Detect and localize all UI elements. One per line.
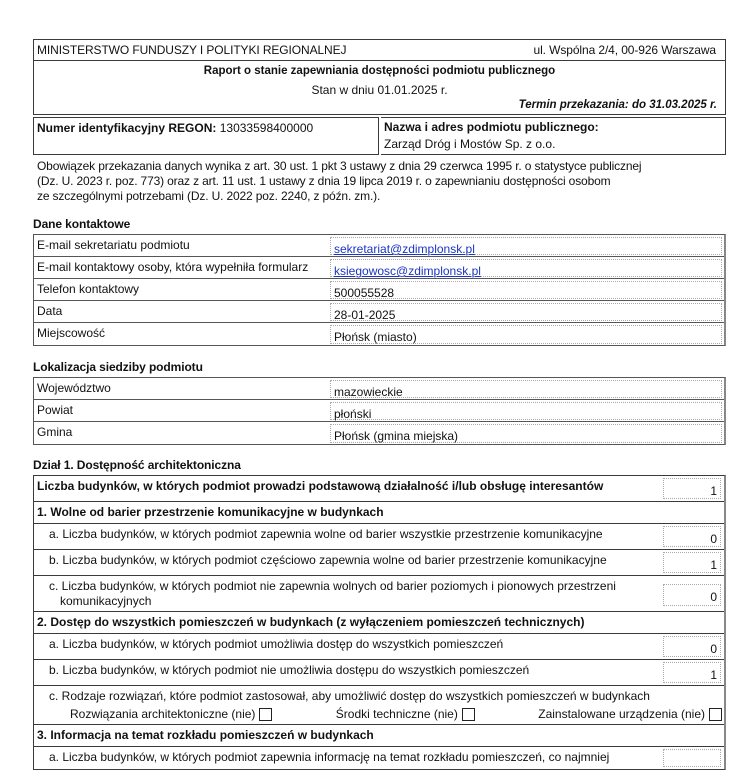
q3a-row [34,747,724,769]
county-field[interactable]: płoński [330,402,722,420]
contact-label: Data [37,304,63,318]
option-architectural[interactable] [70,707,272,721]
option-devices[interactable] [538,707,722,721]
deadline: Termin przekazania: do 31.03.2025 r. [518,99,717,111]
q3a-label: a. Liczba budynków, w których podmiot zapewnia informację na temat rozkładu pomieszczeń, co najmniej [49,750,610,764]
q2b-row [34,660,724,686]
contact-row [34,301,724,323]
location-label: Województwo [37,381,111,395]
contact-label: E-mail sekretariatu podmiotu [37,238,190,252]
report-title: Raport o stanie zapewniania dostępności podmiotu publicznego [203,65,556,77]
q2b-field[interactable]: 1 [663,662,721,683]
checkbox-devices[interactable] [709,708,722,721]
buildings-row [34,476,724,502]
legal-line: ze szczególnymi potrzebami (Dz. U. 2022 poz. 2240, z późn. zm.). [37,189,381,203]
option-devices-label: Zainstalowane urządzenia (nie) [538,707,705,721]
q3a-field[interactable] [663,749,721,767]
q1b-label: b. Liczba budynków, w których podmiot częściowo zapewnia wolne od barier przestrzenie komunikacyjne [49,553,607,567]
contact-label: E-mail kontaktowy osoby, która wypełniła formularz [37,260,309,274]
q2c-label: c. Rodzaje rozwiązań, które podmiot zastosował, aby umożliwić dostęp do wszystkich pomieszczeń w budynkach [49,689,650,703]
contact-row [34,257,724,279]
section1-table [33,475,726,770]
city-field[interactable]: Płońsk (miasto) [330,325,722,344]
q3-title: 3. Informacja na temat rozkładu pomieszczeń w budynkach [37,728,374,742]
contact-email-field[interactable] [330,259,722,277]
checkbox-technical[interactable] [462,708,475,721]
contact-email-link[interactable]: ksiegowosc@zdimplonsk.pl [334,264,481,278]
contact-label: Telefon kontaktowy [37,282,140,296]
location-row [34,400,724,422]
q1b-field[interactable]: 1 [663,552,721,573]
q2-title-row [34,612,724,634]
phone-field[interactable]: 500055528 [330,281,722,299]
q1a-field[interactable]: 0 [663,526,721,547]
location-row [34,378,724,400]
legal-line: (Dz. U. 2023 r. poz. 773) oraz z art. 11 ust. 1 ustawy z dnia 19 lipca 2019 r. o zapewnianiu dostępności osobom [37,174,611,188]
contact-row [34,279,724,301]
ministry-address: ul. Wspólna 2/4, 00-926 Warszawa [533,43,716,57]
option-technical[interactable] [336,707,475,721]
q1c-field[interactable]: 0 [663,584,721,606]
q2c-options [34,706,724,724]
contact-table [33,234,726,346]
voivodeship-field[interactable]: mazowieckie [330,380,722,398]
q2b-label: b. Liczba budynków, w których podmiot nie umożliwia dostępu do wszystkich pomieszczeń [49,663,530,677]
buildings-count-field[interactable]: 1 [663,478,721,499]
contact-row [34,323,724,345]
location-table [33,377,726,445]
option-architectural-label: Rozwiązania architektoniczne (nie) [70,707,256,721]
location-section [33,360,726,445]
contact-label: Miejscowość [37,326,106,340]
contact-section [33,217,726,346]
location-row [34,422,724,444]
entity-cell [381,117,726,155]
state-date: Stan w dniu 01.01.2025 r. [311,83,448,97]
q2c-row [34,686,724,725]
entity-value: Zarząd Dróg i Mostów Sp. z o.o. [384,137,556,151]
q1a-row [34,524,724,550]
contact-row [34,235,724,257]
q2a-row [34,634,724,660]
secretariat-email-link[interactable]: sekretariat@zdimplonsk.pl [334,242,475,256]
location-title: Lokalizacja siedziby podmiotu [33,360,203,374]
q1c-label-line2: komunikacyjnych [60,594,152,608]
q1-title-row [34,502,724,524]
entity-label: Nazwa i adres podmiotu publicznego: [384,120,599,134]
report-page [33,39,726,770]
option-technical-label: Środki techniczne (nie) [335,707,458,721]
regon-cell [33,117,379,155]
location-label: Gmina [37,425,73,439]
legal-notice [33,159,726,204]
header-entity-row [33,117,726,155]
location-label: Powiat [37,403,74,417]
q1c-label [34,576,663,611]
q2-title: 2. Dostęp do wszystkich pomieszczeń w budynkach (z wyłączeniem pomieszczeń technicznych) [37,615,585,629]
q3-title-row [34,725,724,747]
commune-field[interactable]: Płońsk (gmina miejska) [330,424,722,443]
date-field[interactable]: 28-01-2025 [330,303,722,321]
regon-value: 13033598400000 [219,121,314,135]
secretariat-email-field[interactable] [330,237,722,255]
legal-line: Obowiązek przekazania danych wynika z art. 30 ust. 1 pkt 3 ustawy z dnia 29 czerwca 1995 r. o statystyce publicznej [37,159,642,173]
q1-title: 1. Wolne od barier przestrzenie komunikacyjne w budynkach [37,505,384,519]
section1-title: Dział 1. Dostępność architektoniczna [33,458,241,472]
q1b-row [34,550,724,576]
q2a-label: a. Liczba budynków, w których podmiot umożliwia dostęp do wszystkich pomieszczeń [49,637,504,651]
q1c-row [34,576,724,612]
q2a-field[interactable]: 0 [663,636,721,657]
ministry-name: MINISTERSTWO FUNDUSZY I POLITYKI REGIONALNEJ [37,43,347,57]
checkbox-architectural[interactable] [259,708,272,721]
header-top-row [33,39,726,61]
section1 [33,458,726,770]
q1a-label: a. Liczba budynków, w których podmiot zapewnia wolne od barier wszystkie przestrzenie komunikacyjne [49,527,603,541]
q1c-label-line1: c. Liczba budynków, w których podmiot nie zapewnia wolnych od barier poziomych i pionowych przestrzeni [49,579,616,593]
regon-label: Numer identyfikacyjny REGON: [37,121,217,135]
header-title-block [33,61,726,115]
buildings-label: Liczba budynków, w których podmiot prowadzi podstawową działalność i/lub obsługę interesantów [37,479,604,493]
contact-title: Dane kontaktowe [33,217,131,231]
